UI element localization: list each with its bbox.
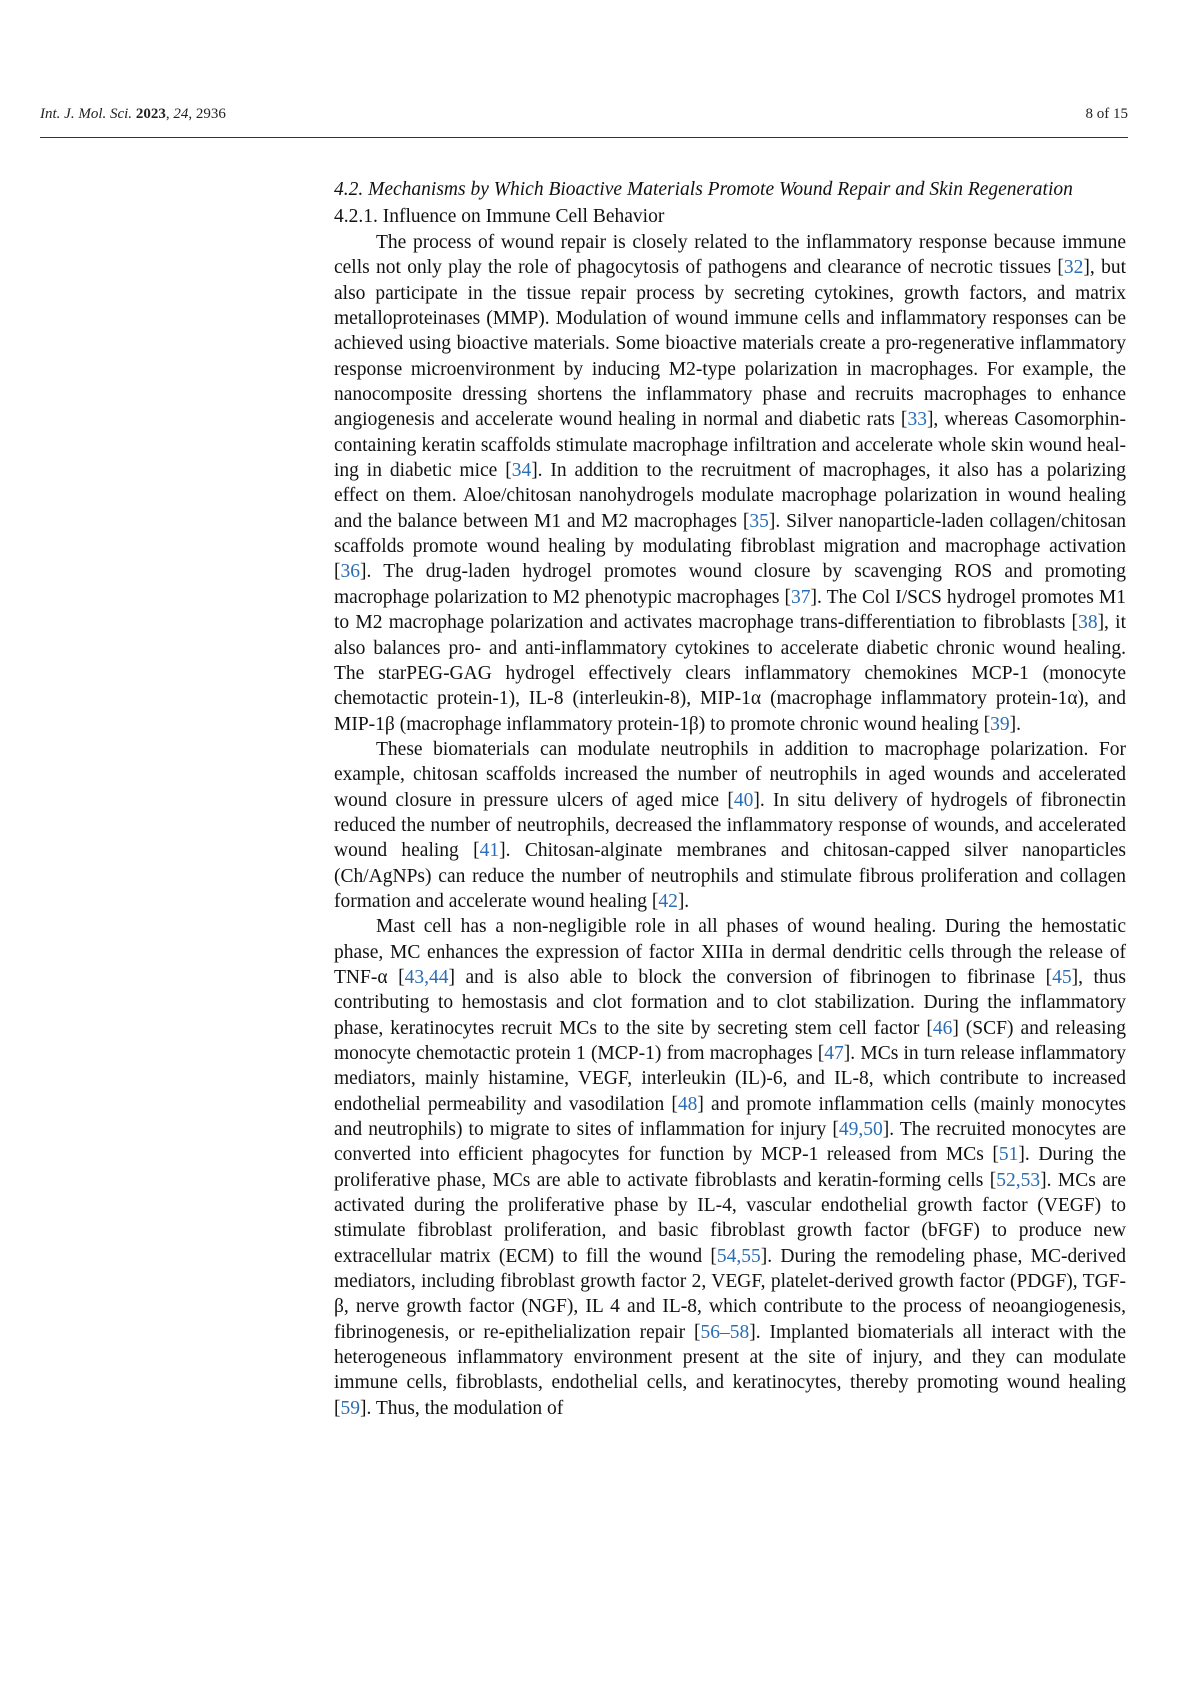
journal-year: 2023 <box>135 106 166 122</box>
main-content <box>334 176 1126 1421</box>
section-title: 4.2. Mechanisms by Which Bioactive Materials Promote Wound Repair and Skin Regeneration <box>334 179 1073 200</box>
journal-name: Int. J. Mol. Sci. <box>40 106 133 122</box>
citation-link[interactable]: 40 <box>733 789 754 811</box>
citation-link[interactable]: 41 <box>479 840 500 862</box>
paragraph-2 <box>334 737 1126 914</box>
journal-citation: Int. J. Mol. Sci. 2023, 24, 2936 <box>40 106 226 122</box>
article-number: 2936 <box>195 106 226 122</box>
citation-link[interactable]: 52,53 <box>996 1169 1041 1191</box>
paragraph-text: ] and promote inflammation cells (mainly monocytes and neutrophils) to migrate to sites of inflammation for injury [ <box>334 1093 1126 1141</box>
citation-link[interactable]: 56–58 <box>700 1321 750 1343</box>
paragraph-text: ]. <box>677 890 690 912</box>
paragraph-text: The process of wound repair is closely related to the inflammatory response because immune cells not only play the role of phagocytosis of pathogens and clearance of necrotic tissues [ <box>334 232 1126 279</box>
citation-link[interactable]: 45 <box>1052 966 1072 988</box>
paragraph-text: ]. MCs are activated during the proliferative phase by IL-4, vascular endothelial growth factor (VEGF) to stimulate fibroblast proliferation, and basic fibroblast growth factor (bFGF) to produce new extracellular matrix (ECM) to fill the wound [ <box>334 1169 1127 1267</box>
citation-link[interactable]: 43,44 <box>404 966 449 988</box>
paragraph-text: ]. The drug-laden hydrogel promotes wound closure by scavenging ROS and promoting macrophage polarization to M2 phenotypic macrophages [ <box>334 561 1126 608</box>
paragraph-text: ], but also participate in the tissue repair process by secreting cytokines, growth factors, and matrix metalloproteinases (MMP). Modulation of wound immune cells and inflammatory responses can be achieved using bioactive materials. Some bioactive materials create a pro-regenerative inflammatory response microenvironment by inducing M2-type polarization in macrophages. For example, the nanocomposite dressing shortens the inflammatory phase and recruits macrophages to enhance angiogenesis and accelerate wound healing in normal and diabetic rats [ <box>334 257 1126 431</box>
citation-link[interactable]: 36 <box>340 561 360 583</box>
paragraph-text: ], it also balances pro- and anti-inflammatory cytokines to accelerate diabetic chronic wound healing. The starPEG-GAG hydrogel effectively clears inflammatory chemokines MCP-1 (monocyte chemotactic protein-1), IL-8 (interleukin-8), MIP-1α (macrophage inflammatory protein-1α), and MIP-1β (macrophage inflammatory protein-1β) to promote chronic wound healing [ <box>334 612 1126 735</box>
paragraph-text: ]. During the proliferative phase, MCs are able to activate fibroblasts and keratin-forming cells [ <box>334 1144 1126 1191</box>
paragraph-text: ]. In addition to the recruitment of macrophages, it also has a polarizing effect on them. Aloe/chitosan nanohydrogels modulate macrophage polarization in wound healing and the balance between M1 and M2 macrophages [ <box>334 460 1126 532</box>
citation-link[interactable]: 48 <box>677 1093 698 1115</box>
paragraph-text: ]. The recruited monocytes are converted into efficient phagocytes for function by MCP-1 released from MCs [ <box>334 1119 1126 1166</box>
paragraph-text: ]. During the remodeling phase, MC-derived mediators, including fibroblast growth factor 2, VEGF, platelet-derived growth factor (PDGF), TGF-β, nerve growth factor (NGF), IL 4 and IL-8, which contribute to the process of neoangiogenesis, fibrinogenesis, or re-epithelialization repair [ <box>334 1245 1126 1343</box>
paragraph-text: ] (SCF) and releasing monocyte chemotactic protein 1 (MCP-1) from macrophages [ <box>334 1017 1126 1064</box>
paragraph-text: ] and is also able to block the conversion of fibrinogen to fibrinase [ <box>448 966 1053 988</box>
paragraph-1 <box>334 230 1126 737</box>
citation-link[interactable]: 35 <box>749 510 769 532</box>
header-rule <box>40 137 1128 138</box>
paragraph-3 <box>334 914 1126 1421</box>
citation-link[interactable]: 37 <box>791 586 811 608</box>
citation-link[interactable]: 49,50 <box>838 1119 883 1141</box>
paragraph-text: ], thus contributing to hemostasis and clot formation and to clot stabilization. During the inflammatory phase, keratinocytes recruit MCs to the site by secreting stem cell factor [ <box>334 966 1126 1039</box>
paragraph-text: ], whereas Casomorphin-containing keratin scaffolds stimulate macrophage infiltration and accelerate whole skin wound healing in diabetic mice [ <box>334 409 1127 482</box>
citation-link[interactable]: 46 <box>932 1017 953 1039</box>
subsection-title: 4.2.1. Influence on Immune Cell Behavior <box>334 206 665 227</box>
paragraph-text: Mast cell has a non-negligible role in all phases of wound healing. During the hemostatic phase, MC enhances the expression of factor XIIIa in dermal dendritic cells through the release of TNF-α [ <box>334 916 1126 988</box>
journal-volume: 24 <box>173 106 189 122</box>
citation-link[interactable]: 39 <box>990 713 1010 735</box>
paragraph-text: ]. Chitosan-alginate membranes and chitosan-capped silver nanoparticles (Ch/AgNPs) can reduce the number of neutrophils and stimulate fibrous proliferation and collagen formation and accelerate wound healing [ <box>334 840 1126 912</box>
page-number: 8 of 15 <box>1085 106 1128 122</box>
paragraph-text: ]. MCs in turn release inflammatory mediators, mainly histamine, VEGF, interleukin (IL)-6, and IL-8, which contribute to increased endothelial permeability and vasodilation [ <box>334 1043 1126 1115</box>
citation-link[interactable]: 33 <box>907 409 927 431</box>
running-header <box>40 106 1128 128</box>
paragraph-text: ]. Silver nanoparticle-laden collagen/chitosan scaffolds promote wound healing by modulating fibroblast migration and macrophage activation [ <box>334 510 1126 583</box>
paragraph-text: ]. <box>1009 713 1021 735</box>
citation-link[interactable]: 32 <box>1063 257 1084 279</box>
paragraph-text: These biomaterials can modulate neutrophils in addition to macrophage polarization. For example, chitosan scaffolds increased the number of neutrophils in aged wounds and accelerated wound closure in pressure ulcers of aged mice [ <box>334 738 1126 811</box>
paragraph-text: ]. Implanted biomaterials all interact with the heterogeneous inflammatory environment present at the site of injury, and they can modulate immune cells, fibroblasts, endothelial cells, and keratinocytes, thereby promoting wound healing [ <box>334 1321 1126 1419</box>
paragraph-text: ]. Thus, the modulation of <box>360 1397 564 1419</box>
paragraph-text: ]. In situ delivery of hydrogels of fibronectin reduced the number of neutrophils, decreased the inflammatory response of wounds, and accelerated wound healing [ <box>334 789 1126 862</box>
citation-link[interactable]: 59 <box>340 1397 360 1419</box>
citation-link[interactable]: 47 <box>824 1043 844 1064</box>
citation-link[interactable]: 42 <box>658 890 678 912</box>
citation-link[interactable]: 51 <box>998 1144 1019 1166</box>
citation-link[interactable]: 54,55 <box>716 1245 761 1267</box>
paragraph-text: ]. The Col I/SCS hydrogel promotes M1 to M2 macrophage polarization and activates macrophage trans-differentiation to fibroblasts [ <box>334 586 1126 634</box>
citation-link[interactable]: 38 <box>1078 612 1098 634</box>
citation-link[interactable]: 34 <box>511 460 532 482</box>
